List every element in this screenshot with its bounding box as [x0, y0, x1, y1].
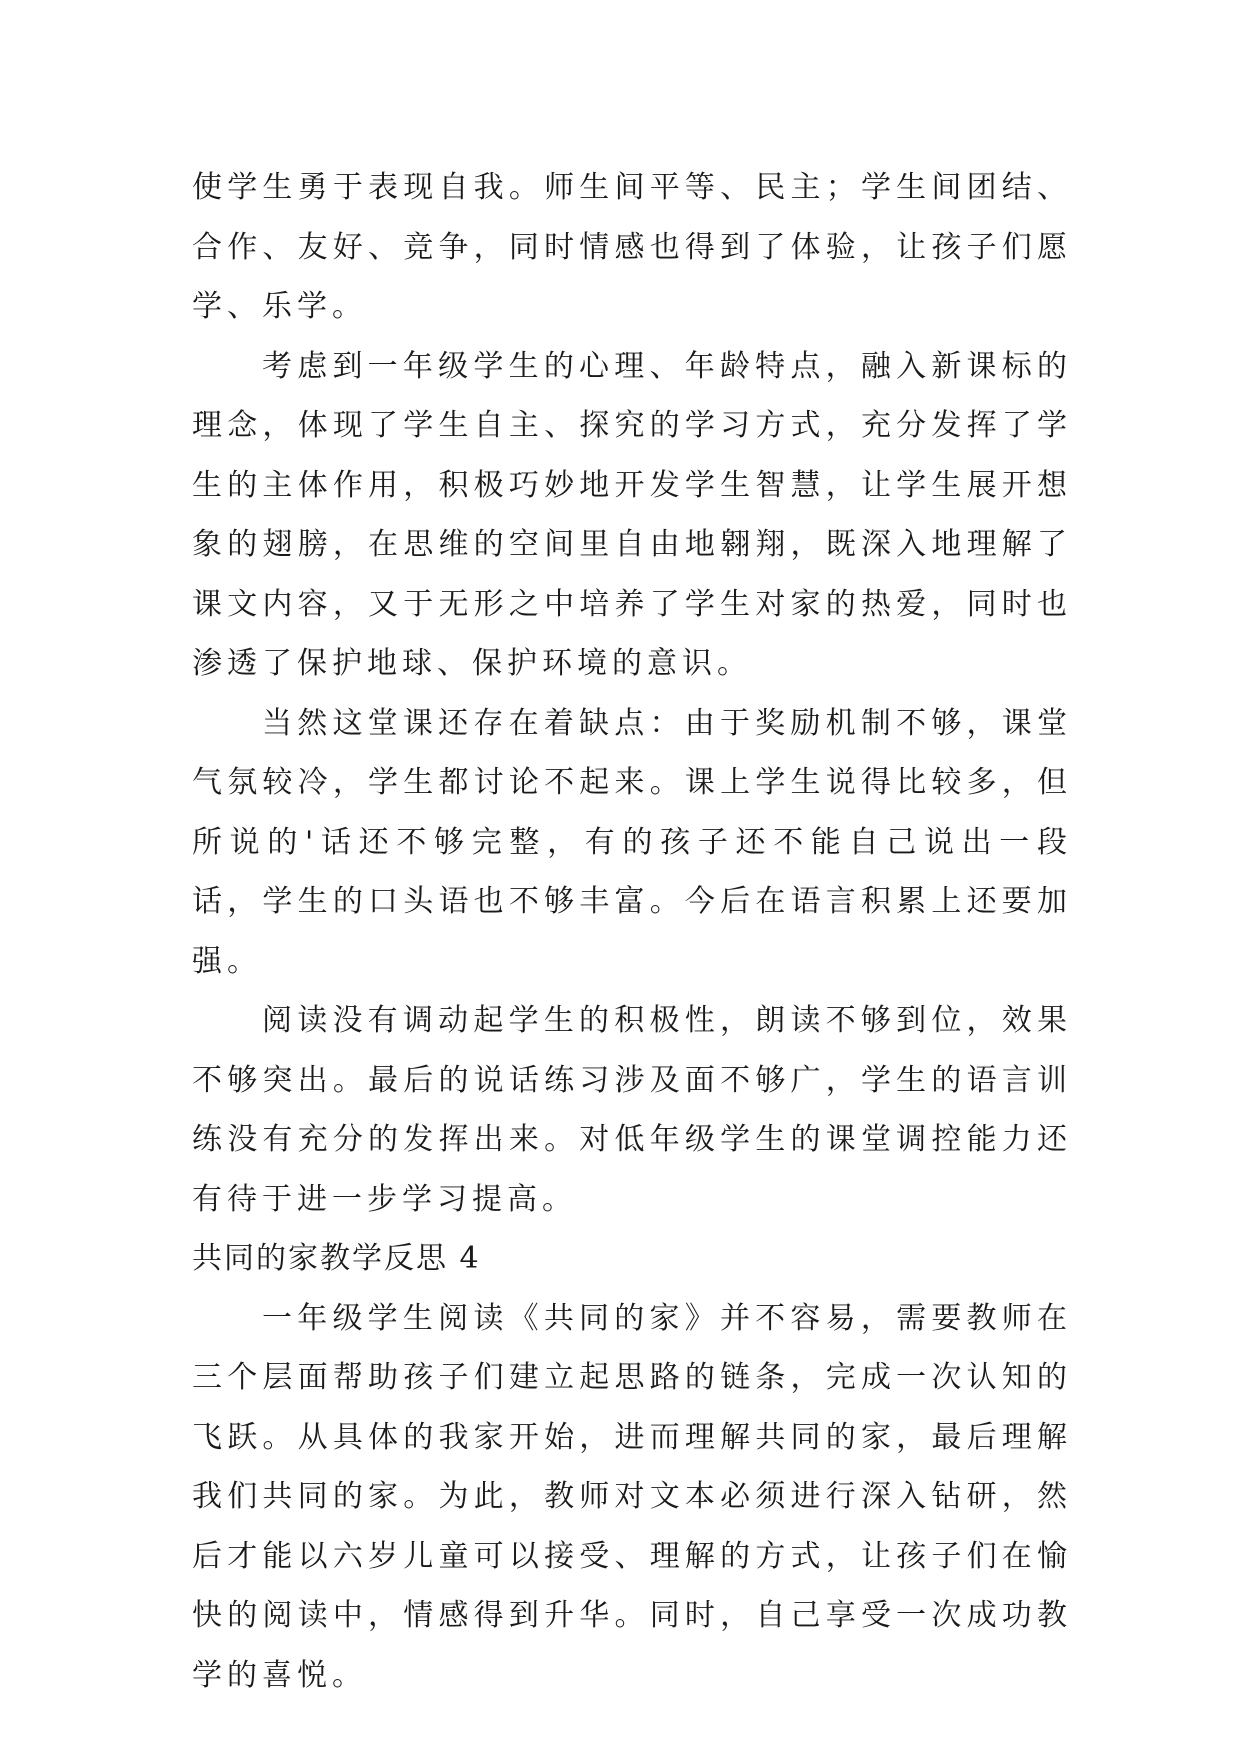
paragraph-section-4-body: 一年级学生阅读《共同的家》并不容易，需要教师在三个层面帮助孩子们建立起思路的链条，完成一次认知的飞跃。从具体的我家开始，进而理解共同的家，最后理解我们共同的家。为此，教师对文本必须进行深入钻研，然后才能以六岁儿童可以接受、理解的方式，让孩子们在愉快的阅读中，情感得到升华。同时，自己享受一次成功教学的喜悦。	[192, 1300, 1072, 1693]
document-body	[192, 158, 1072, 1705]
paragraph-teaching-concept: 考虑到一年级学生的心理、年龄特点，融入新课标的理念，体现了学生自主、探究的学习方式，充分发挥了学生的主体作用，积极巧妙地开发学生智慧，让学生展开想象的翅膀，在思维的空间里自由地翱翔，既深入地理解了课文内容，又于无形之中培养了学生对家的热爱，同时也渗透了保护地球、保护环境的意识。	[192, 348, 1072, 681]
paragraph-reading-reflection: 阅读没有调动起学生的积极性，朗读不够到位，效果不够突出。最后的说话练习涉及面不够广，学生的语言训练没有充分的发挥出来。对低年级学生的课堂调控能力还有待于进一步学习提高。	[192, 1003, 1072, 1217]
paragraph-intro-continuation: 使学生勇于表现自我。师生间平等、民主；学生间团结、合作、友好、竞争，同时情感也得到了体验，让孩子们愿学、乐学。	[192, 170, 1072, 324]
paragraph-shortcomings: 当然这堂课还存在着缺点：由于奖励机制不够，课堂气氛较冷，学生都讨论不起来。课上学生说得比较多，但所说的'话还不够完整，有的孩子还不能自己说出一段话，学生的口头语也不够丰富。今后在语言积累上还要加强。	[192, 705, 1072, 979]
section-heading: 共同的家教学反思 4	[192, 1241, 481, 1276]
